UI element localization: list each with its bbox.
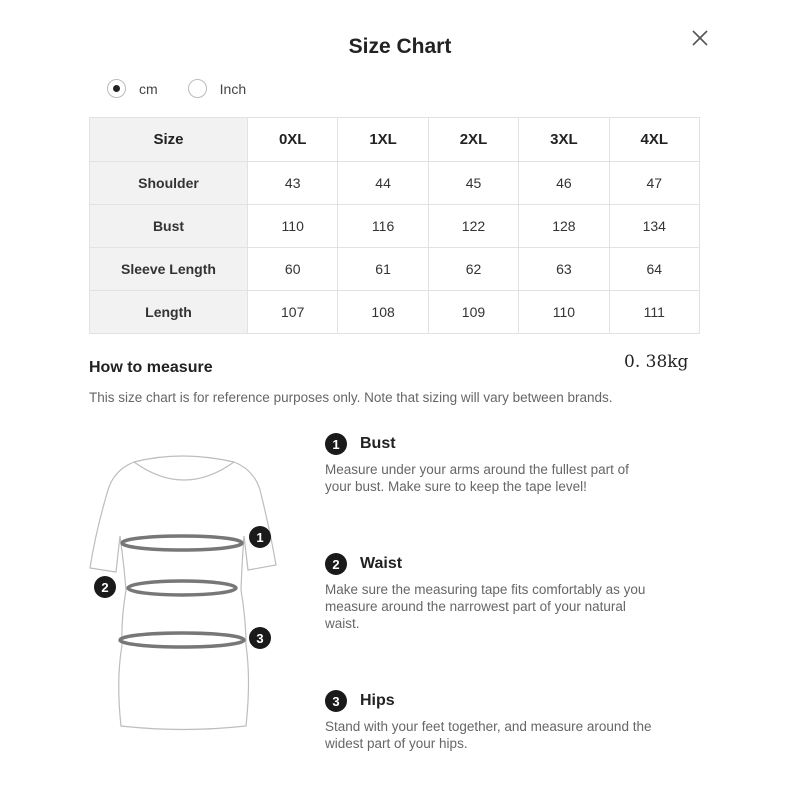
size-disclaimer: This size chart is for reference purposes only. Note that sizing will vary between brands. (89, 390, 613, 405)
table-cell: 134 (609, 205, 699, 248)
table-header-row (90, 118, 700, 162)
table-cell: 108 (338, 291, 428, 334)
table-cell: 110 (248, 205, 338, 248)
marker-number: 2 (101, 580, 109, 595)
row-label: Bust (90, 205, 248, 248)
table-header-cell: 3XL (519, 118, 609, 162)
measure-item-description (325, 718, 705, 752)
number-2-icon: 2 (325, 553, 347, 575)
table-cell: 122 (428, 205, 518, 248)
measure-item-description (325, 581, 705, 632)
unit-radio-inch[interactable] (188, 79, 246, 98)
table-cell: 109 (428, 291, 518, 334)
table-cell: 128 (519, 205, 609, 248)
table-header-cell: Size (90, 118, 248, 162)
close-icon[interactable] (688, 26, 712, 50)
radio-selected-icon[interactable] (107, 79, 126, 98)
measure-item-waist (325, 553, 705, 632)
description-line: Measure under your arms around the fullest part of (325, 462, 629, 477)
tape-lines (120, 536, 244, 647)
table-cell: 64 (609, 248, 699, 291)
table-cell: 47 (609, 162, 699, 205)
measure-item-bust (325, 433, 705, 495)
table-cell: 62 (428, 248, 518, 291)
row-label: Sleeve Length (90, 248, 248, 291)
description-line: measure around the narrowest part of your natural (325, 599, 626, 614)
measure-item-title: Bust (360, 435, 396, 452)
number-3-icon: 3 (325, 690, 347, 712)
dialog-title: Size Chart (348, 35, 452, 58)
table-header-cell: 2XL (428, 118, 518, 162)
table-cell: 111 (609, 291, 699, 334)
row-label: Shoulder (90, 162, 248, 205)
table-cell: 60 (248, 248, 338, 291)
table-cell: 46 (519, 162, 609, 205)
unit-label-inch: Inch (219, 80, 247, 97)
table-row (90, 248, 700, 291)
marker-2-icon (94, 576, 116, 598)
radio-unselected-icon[interactable] (188, 79, 207, 98)
number-1-icon: 1 (325, 433, 347, 455)
marker-3-icon (249, 627, 271, 649)
table-cell: 107 (248, 291, 338, 334)
table-cell: 110 (519, 291, 609, 334)
unit-selector (107, 79, 276, 98)
row-label: Length (90, 291, 248, 334)
marker-number: 3 (256, 631, 264, 646)
unit-label-cm: cm (139, 80, 158, 97)
table-cell: 43 (248, 162, 338, 205)
table-cell: 116 (338, 205, 428, 248)
table-cell: 63 (519, 248, 609, 291)
dress-outline-icon (90, 456, 276, 730)
description-line: your bust. Make sure to keep the tape level! (325, 479, 587, 494)
marker-1-icon (249, 526, 271, 548)
table-row (90, 291, 700, 334)
measure-item-title: Hips (360, 692, 395, 709)
description-line: Make sure the measuring tape fits comfortably as you (325, 582, 646, 597)
measure-item-hips (325, 690, 705, 752)
measure-item-description (325, 461, 705, 495)
how-to-measure-heading: How to measure (89, 359, 213, 376)
table-header-cell: 0XL (248, 118, 338, 162)
marker-number: 1 (256, 530, 264, 545)
unit-radio-cm[interactable] (107, 79, 158, 98)
measure-item-title: Waist (360, 555, 403, 572)
table-cell: 44 (338, 162, 428, 205)
description-line: widest part of your hips. (325, 736, 468, 751)
product-weight: 0. 38kg (624, 352, 689, 372)
size-table (89, 117, 700, 334)
description-line: Stand with your feet together, and measure around the (325, 719, 652, 734)
table-cell: 61 (338, 248, 428, 291)
table-cell: 45 (428, 162, 518, 205)
table-row (90, 205, 700, 248)
dress-measurement-figure (86, 450, 286, 740)
table-row (90, 162, 700, 205)
table-header-cell: 1XL (338, 118, 428, 162)
description-line: waist. (325, 616, 360, 631)
table-header-cell: 4XL (609, 118, 699, 162)
